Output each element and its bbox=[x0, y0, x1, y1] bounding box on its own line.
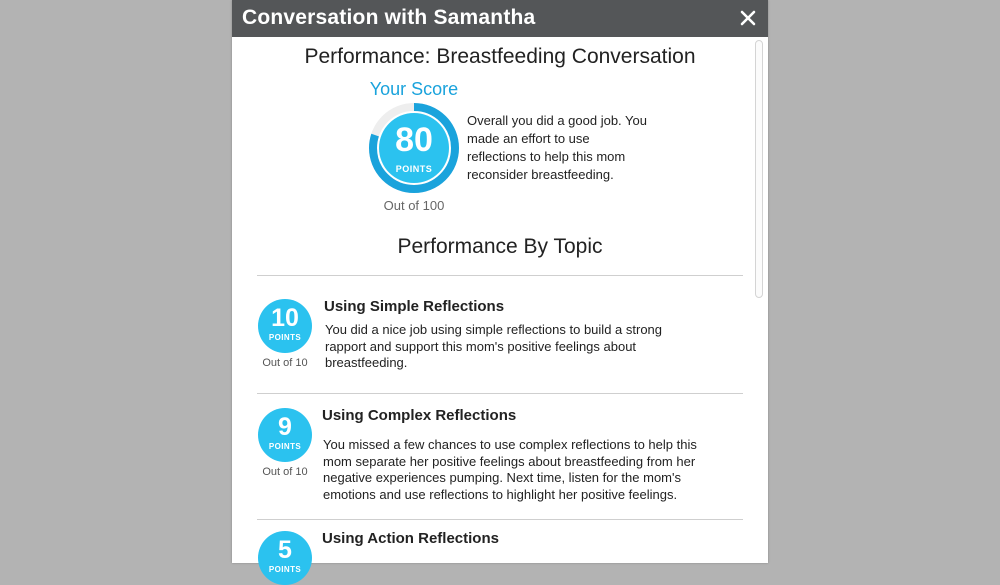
topic-title: Using Simple Reflections bbox=[324, 298, 505, 315]
performance-title: Performance: Breastfeeding Conversation bbox=[304, 45, 696, 68]
topic-out-of: Out of 10 bbox=[262, 357, 308, 369]
topic-points: 5 bbox=[278, 536, 292, 564]
topics-heading: Performance By Topic bbox=[397, 235, 603, 258]
your-score-label: Your Score bbox=[369, 79, 459, 99]
score-unit: POINTS bbox=[395, 164, 433, 174]
topic-description: You did a nice job using simple reflections to build a strong rapport and support this mom's positive feelings about breastfeeding. bbox=[325, 322, 663, 370]
close-icon bbox=[734, 4, 762, 32]
topic-description: You missed a few chances to use complex reflections to help this mom separate her positive feelings about breastfeeding from her negative experiences pumping. Next time, listen for the mom's emotions and use reflections to highlight her positive feelings. bbox=[323, 437, 697, 502]
conversation-dialog bbox=[232, 0, 768, 574]
topic-unit: POINTS bbox=[268, 333, 302, 342]
topic-score-badge bbox=[258, 299, 312, 353]
close-button[interactable] bbox=[734, 4, 762, 32]
divider bbox=[257, 275, 743, 276]
divider bbox=[257, 393, 743, 394]
dialog-title: Conversation with Samantha bbox=[242, 6, 536, 29]
scrollbar-thumb[interactable] bbox=[755, 40, 763, 298]
divider bbox=[257, 519, 743, 520]
topic-score-badge bbox=[258, 531, 312, 585]
topic-out-of: Out of 10 bbox=[262, 466, 308, 478]
topic-title: Using Action Reflections bbox=[322, 530, 499, 547]
score-value: 80 bbox=[395, 121, 433, 159]
vertical-scrollbar[interactable] bbox=[755, 40, 763, 560]
topic-points: 10 bbox=[271, 304, 299, 332]
score-out-of: Out of 100 bbox=[383, 198, 445, 213]
topic-unit: POINTS bbox=[268, 442, 302, 451]
topic-title: Using Complex Reflections bbox=[322, 407, 517, 424]
topic-score-badge bbox=[258, 408, 312, 462]
topic-points: 9 bbox=[278, 413, 292, 441]
dialog-content[interactable] bbox=[232, 37, 768, 574]
performance-summary: Overall you did a good job. You made an effort to use reflections to help this mom reconsider breastfeeding. bbox=[467, 113, 647, 182]
dialog-titlebar bbox=[232, 0, 768, 37]
topic-unit: POINTS bbox=[268, 565, 302, 574]
